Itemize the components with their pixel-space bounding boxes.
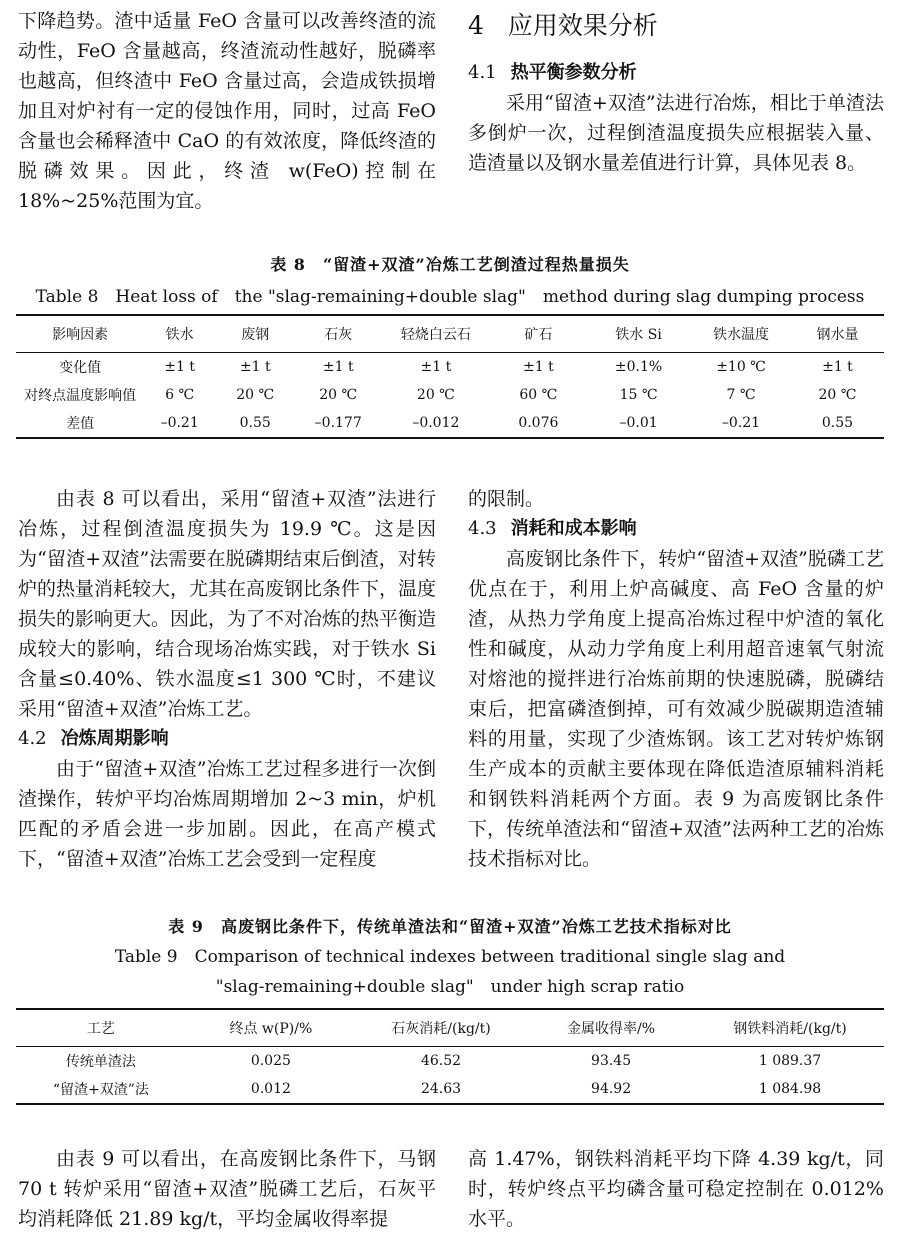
table-header-row [16,1009,884,1047]
header-cell: 金属收得率/% [526,1009,696,1047]
left-column-mid [18,484,436,874]
table-cell: –0.21 [691,409,791,438]
table-cell: ±10 ℃ [716,359,766,375]
table-cell: 0.076 [491,409,586,438]
table-cell: 0.55 [215,409,295,438]
header-cell: 钢水量 [791,315,884,353]
table-cell: 20 ℃ [416,387,455,403]
table-row [16,1075,884,1104]
left-column-top [18,6,436,216]
paragraph: 由表 8 可以看出，采用“留渣+双渣”法进行冶炼，过程倒渣温度损失为 19.9 ℃。这是因为“留渣+双渣”法需要在脱磷期结束后倒渣，对转炉的热量消耗较大，尤其在高废钢比条件下，温度损失的影响更大。因此，为了不对冶炼的热平衡造成较大的影响，结合现场冶炼实践，对于铁水 Si 含量≤0.40%、铁水温度≤1 300 ℃时，不建议采用“留渣+双渣”冶炼工艺。 [18,488,437,720]
header-cell: 石灰消耗/(kg/t) [356,1009,526,1047]
subsection-number: 4.3 [468,518,497,539]
header-cell: 钢铁料消耗/(kg/t) [696,1009,884,1047]
subsection-title: 消耗和成本影响 [510,518,637,539]
header-cell: 铁水温度 [691,315,791,353]
table-row [16,381,884,409]
table-cell: 60 ℃ [519,387,558,403]
right-column-top [468,6,884,178]
table-cell: 6 ℃ [165,387,195,403]
table-cell: 传统单渣法 [65,1054,136,1070]
table-cell: ±1 t [523,359,554,375]
section-number: 4 [468,11,484,40]
left-column-bottom [18,1144,436,1234]
table-cell: ±1 t [164,359,196,375]
table-cell: 0.55 [791,409,884,438]
right-column-mid [468,484,884,874]
table-cell: ±1 t [822,359,853,375]
table-row [16,1047,884,1076]
table-cell: 20 ℃ [236,387,275,403]
table9 [16,1008,884,1105]
table-cell: 15 ℃ [619,387,658,403]
table-row [16,353,884,382]
table-cell: “留渣+双渣”法 [16,1075,186,1104]
table-cell: –0.01 [586,409,691,438]
table-cell: 0.012 [186,1075,356,1104]
table-cell: 对终点温度影响值 [24,388,137,404]
table-cell: ±1 t [239,359,271,375]
paragraph: 高废钢比条件下，转炉“留渣+双渣”脱磷工艺优点在于，利用上炉高碱度、高 FeO 含量的炉渣，从热力学角度上提高冶炼过程中炉渣的氧化性和碱度，从动力学角度上利用超音速氧气射流对熔池的搅拌进行冶炼前期的快速脱磷，脱磷结束后，把富磷渣倒掉，可有效减少脱碳期造渣辅料的用量，实现了少渣炼钢。该工艺对转炉炼钢生产成本的贡献主要体现在降低造渣原辅料消耗和钢铁料消耗两个方面。表 9 为高废钢比条件下，传统单渣法和“留渣+双渣”法两种工艺的冶炼技术指标对比。 [468,548,884,870]
table9-caption-zh: 表 9 高废钢比条件下，传统单渣法和“留渣+双渣”冶炼工艺技术指标对比 [168,917,732,936]
table-header-row [16,315,884,353]
table9-caption-en-1: Table 9 Comparison of technical indexes between traditional single slag and [114,947,786,967]
table-cell: 1 084.98 [696,1075,884,1104]
subsection-heading [468,58,884,88]
paragraph: 由于“留渣+双渣”冶炼工艺过程多进行一次倒渣操作，转炉平均冶炼周期增加 2~3 min，炉机匹配的矛盾会进一步加剧。因此，在高产模式下，“留渣+双渣”冶炼工艺会受到一定程度 [18,758,436,870]
table-cell: ±0.1% [614,359,663,375]
header-cell: 废钢 [215,315,295,353]
table-cell: 94.92 [526,1075,696,1104]
header-cell: 矿石 [491,315,586,353]
table-cell: ±1 t [420,359,452,375]
subsection-number: 4.2 [18,728,47,749]
header-cell: 铁水 Si [586,315,691,353]
table8-caption-en: Table 8 Heat loss of the "slag-remaining+double slag" method during slag dumping process [35,287,865,307]
table-cell: 46.52 [420,1053,462,1069]
table-cell: 20 ℃ [319,387,358,403]
paragraph: 的限制。 [468,488,545,510]
table-cell: 24.63 [356,1075,526,1104]
subsection-title: 热平衡参数分析 [510,62,637,83]
subsection-heading [18,724,436,754]
table-cell: –0.177 [295,409,381,438]
paragraph: 下降趋势。渣中适量 FeO 含量可以改善终渣的流动性，FeO 含量越高，终渣流动性越好，脱磷率也越高，但终渣中 FeO 含量过高，会造成铁损增加且对炉衬有一定的侵蚀作用，同时，过高 FeO 含量也会稀释渣中 CaO 的有效浓度，降低终渣的脱磷效果。因此，终渣 w(FeO)控制在 18%~25%范围为宜。 [18,10,436,212]
table8-caption-zh: 表 8 “留渣+双渣”冶炼工艺倒渣过程热量损失 [270,255,630,274]
header-cell: 铁水 [144,315,215,353]
table-cell: 1 089.37 [758,1053,822,1069]
header-cell: 影响因素 [16,315,144,353]
header-cell: 石灰 [295,315,381,353]
table-row [16,409,884,438]
header-cell: 工艺 [16,1009,186,1047]
header-cell: 终点 w(P)/% [186,1009,356,1047]
paragraph: 采用“留渣+双渣”法进行冶炼，相比于单渣法多倒炉一次，过程倒渣温度损失应根据装入量、造渣量以及钢水量差值进行计算，具体见表 8。 [468,92,884,174]
table-cell: ±1 t [322,359,354,375]
paragraph: 高 1.47%，钢铁料消耗平均下降 4.39 kg/t，同时，转炉终点平均磷含量可稳定控制在 0.012%水平。 [468,1148,884,1230]
table-cell: –0.012 [381,409,491,438]
table-cell: –0.21 [144,409,215,438]
table-cell: 0.025 [250,1053,291,1069]
section-title: 应用效果分析 [507,11,658,40]
table9-caption-en-2: "slag-remaining+double slag" under high scrap ratio [215,977,685,997]
subsection-number: 4.1 [468,62,497,83]
table-cell: 变化值 [59,360,102,376]
table-cell: 20 ℃ [818,387,857,403]
table-cell: 差值 [16,409,144,438]
subsection-title: 冶炼周期影响 [60,728,169,749]
section-heading [468,6,884,46]
table8 [16,314,884,439]
right-column-bottom [468,1144,884,1234]
paragraph: 由表 9 可以看出，在高废钢比条件下，马钢 70 t 转炉采用“留渣+双渣”脱磷工艺后，石灰平均消耗降低 21.89 kg/t，平均金属收得率提 [18,1148,436,1230]
subsection-heading [468,514,884,544]
table-cell: 93.45 [591,1053,632,1069]
header-cell: 轻烧白云石 [381,315,491,353]
table-cell: 7 ℃ [726,387,756,403]
